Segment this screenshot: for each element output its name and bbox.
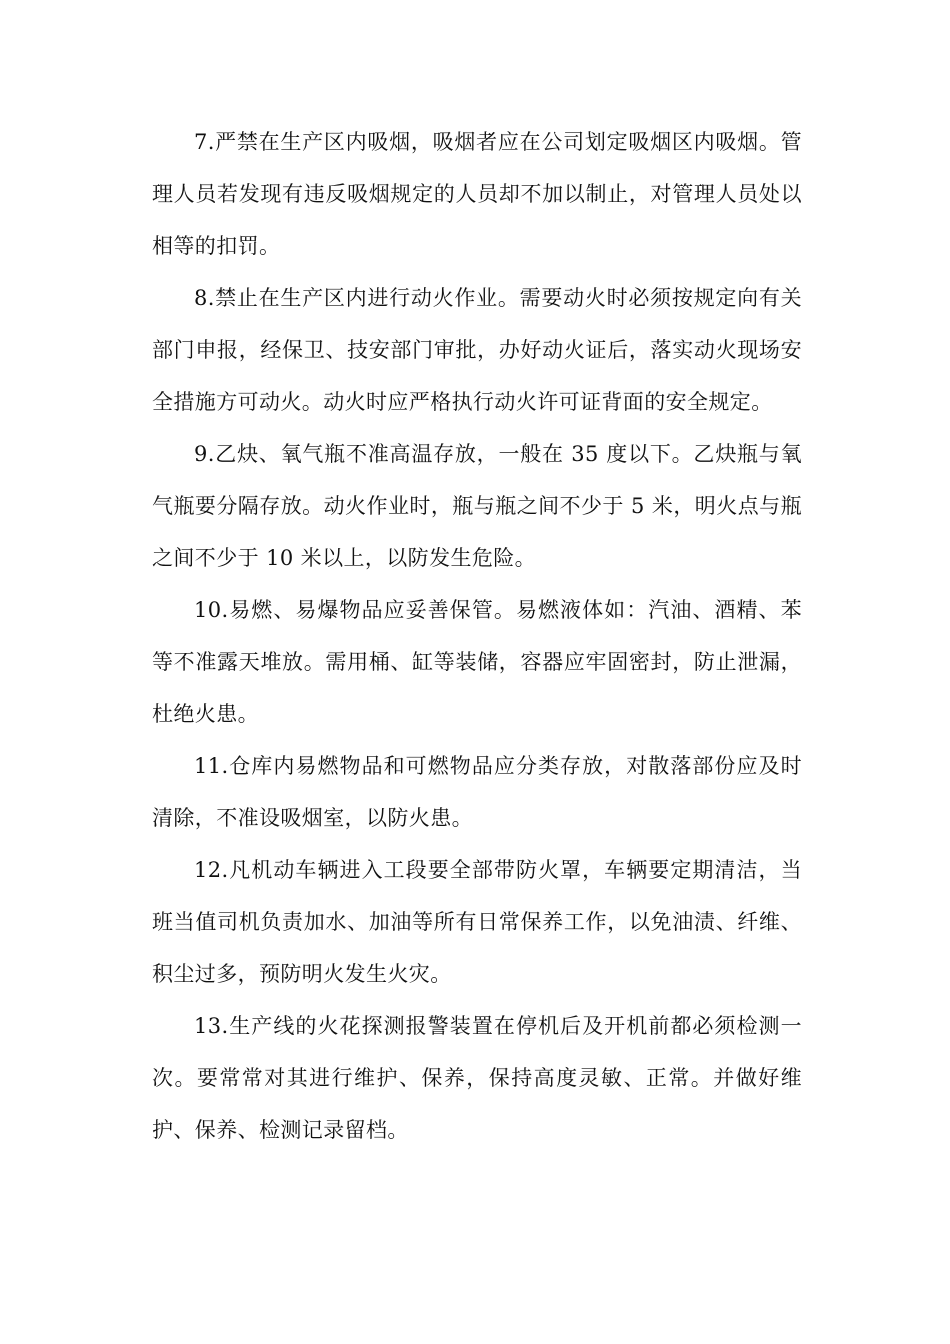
- rule-paragraph-13: 13.生产线的火花探测报警装置在停机后及开机前都必须检测一次。要常常对其进行维护、保养，保持高度灵敏、正常。并做好维护、保养、检测记录留档。: [152, 1014, 802, 1142]
- rule-paragraph-11: 11.仓库内易燃物品和可燃物品应分类存放，对散落部份应及时清除，不准设吸烟室，以防火患。: [152, 754, 802, 830]
- document-body: [152, 116, 802, 1156]
- rule-paragraph-7: 7.严禁在生产区内吸烟，吸烟者应在公司划定吸烟区内吸烟。管理人员若发现有违反吸烟规定的人员却不加以制止，对管理人员处以相等的扣罚。: [152, 130, 802, 258]
- rule-paragraph-12: 12.凡机动车辆进入工段要全部带防火罩，车辆要定期清洁，当班当值司机负责加水、加油等所有日常保养工作，以免油渍、纤维、积尘过多，预防明火发生火灾。: [152, 858, 802, 986]
- rule-paragraph-9: 9.乙炔、氧气瓶不准高温存放，一般在 35 度以下。乙炔瓶与氧气瓶要分隔存放。动火作业时，瓶与瓶之间不少于 5 米，明火点与瓶之间不少于 10 米以上，以防发生危险。: [152, 442, 802, 570]
- rule-paragraph-10: 10.易燃、易爆物品应妥善保管。易燃液体如：汽油、酒精、苯等不准露天堆放。需用桶、缸等装储，容器应牢固密封，防止泄漏，杜绝火患。: [152, 598, 802, 726]
- rule-paragraph-8: 8.禁止在生产区内进行动火作业。需要动火时必须按规定向有关部门申报，经保卫、技安部门审批，办好动火证后，落实动火现场安全措施方可动火。动火时应严格执行动火许可证背面的安全规定。: [152, 286, 802, 414]
